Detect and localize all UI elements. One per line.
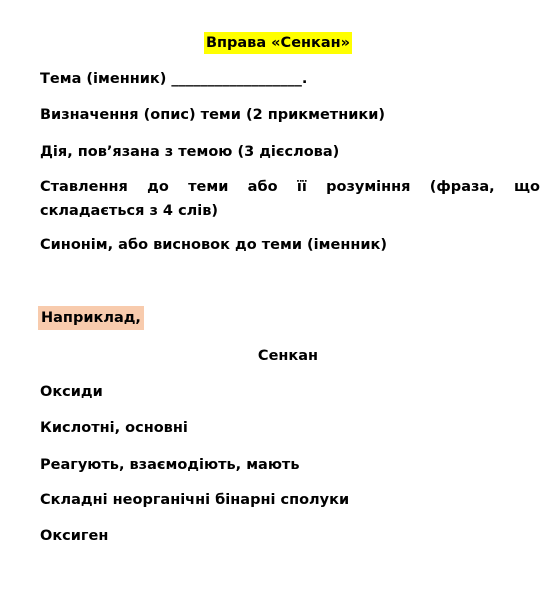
instruction-action: Дія, пов’язана з темою (3 дієслова) bbox=[40, 144, 340, 160]
instruction-synonym: Синонім, або висновок до теми (іменник) bbox=[40, 237, 388, 253]
instruction-topic: Тема (іменник) __________________. bbox=[40, 71, 308, 87]
example-line-adjectives: Кислотні, основні bbox=[40, 420, 188, 436]
exercise-title: Вправа «Сенкан» bbox=[204, 32, 352, 54]
example-line-phrase: Складні неорганічні бінарні сполуки bbox=[40, 492, 350, 508]
example-line-verbs: Реагують, взаємодіють, мають bbox=[40, 457, 300, 473]
example-heading: Наприклад, bbox=[38, 306, 144, 330]
example-title: Сенкан bbox=[257, 348, 319, 364]
instruction-definition: Визначення (опис) теми (2 прикметники) bbox=[40, 107, 386, 123]
title-container bbox=[0, 32, 556, 54]
example-line-noun: Оксиди bbox=[40, 384, 103, 400]
example-line-synonym: Оксиген bbox=[40, 528, 109, 544]
instruction-attitude: Ставлення до теми або її розуміння (фраза, що складається з 4 слів) bbox=[40, 179, 540, 219]
